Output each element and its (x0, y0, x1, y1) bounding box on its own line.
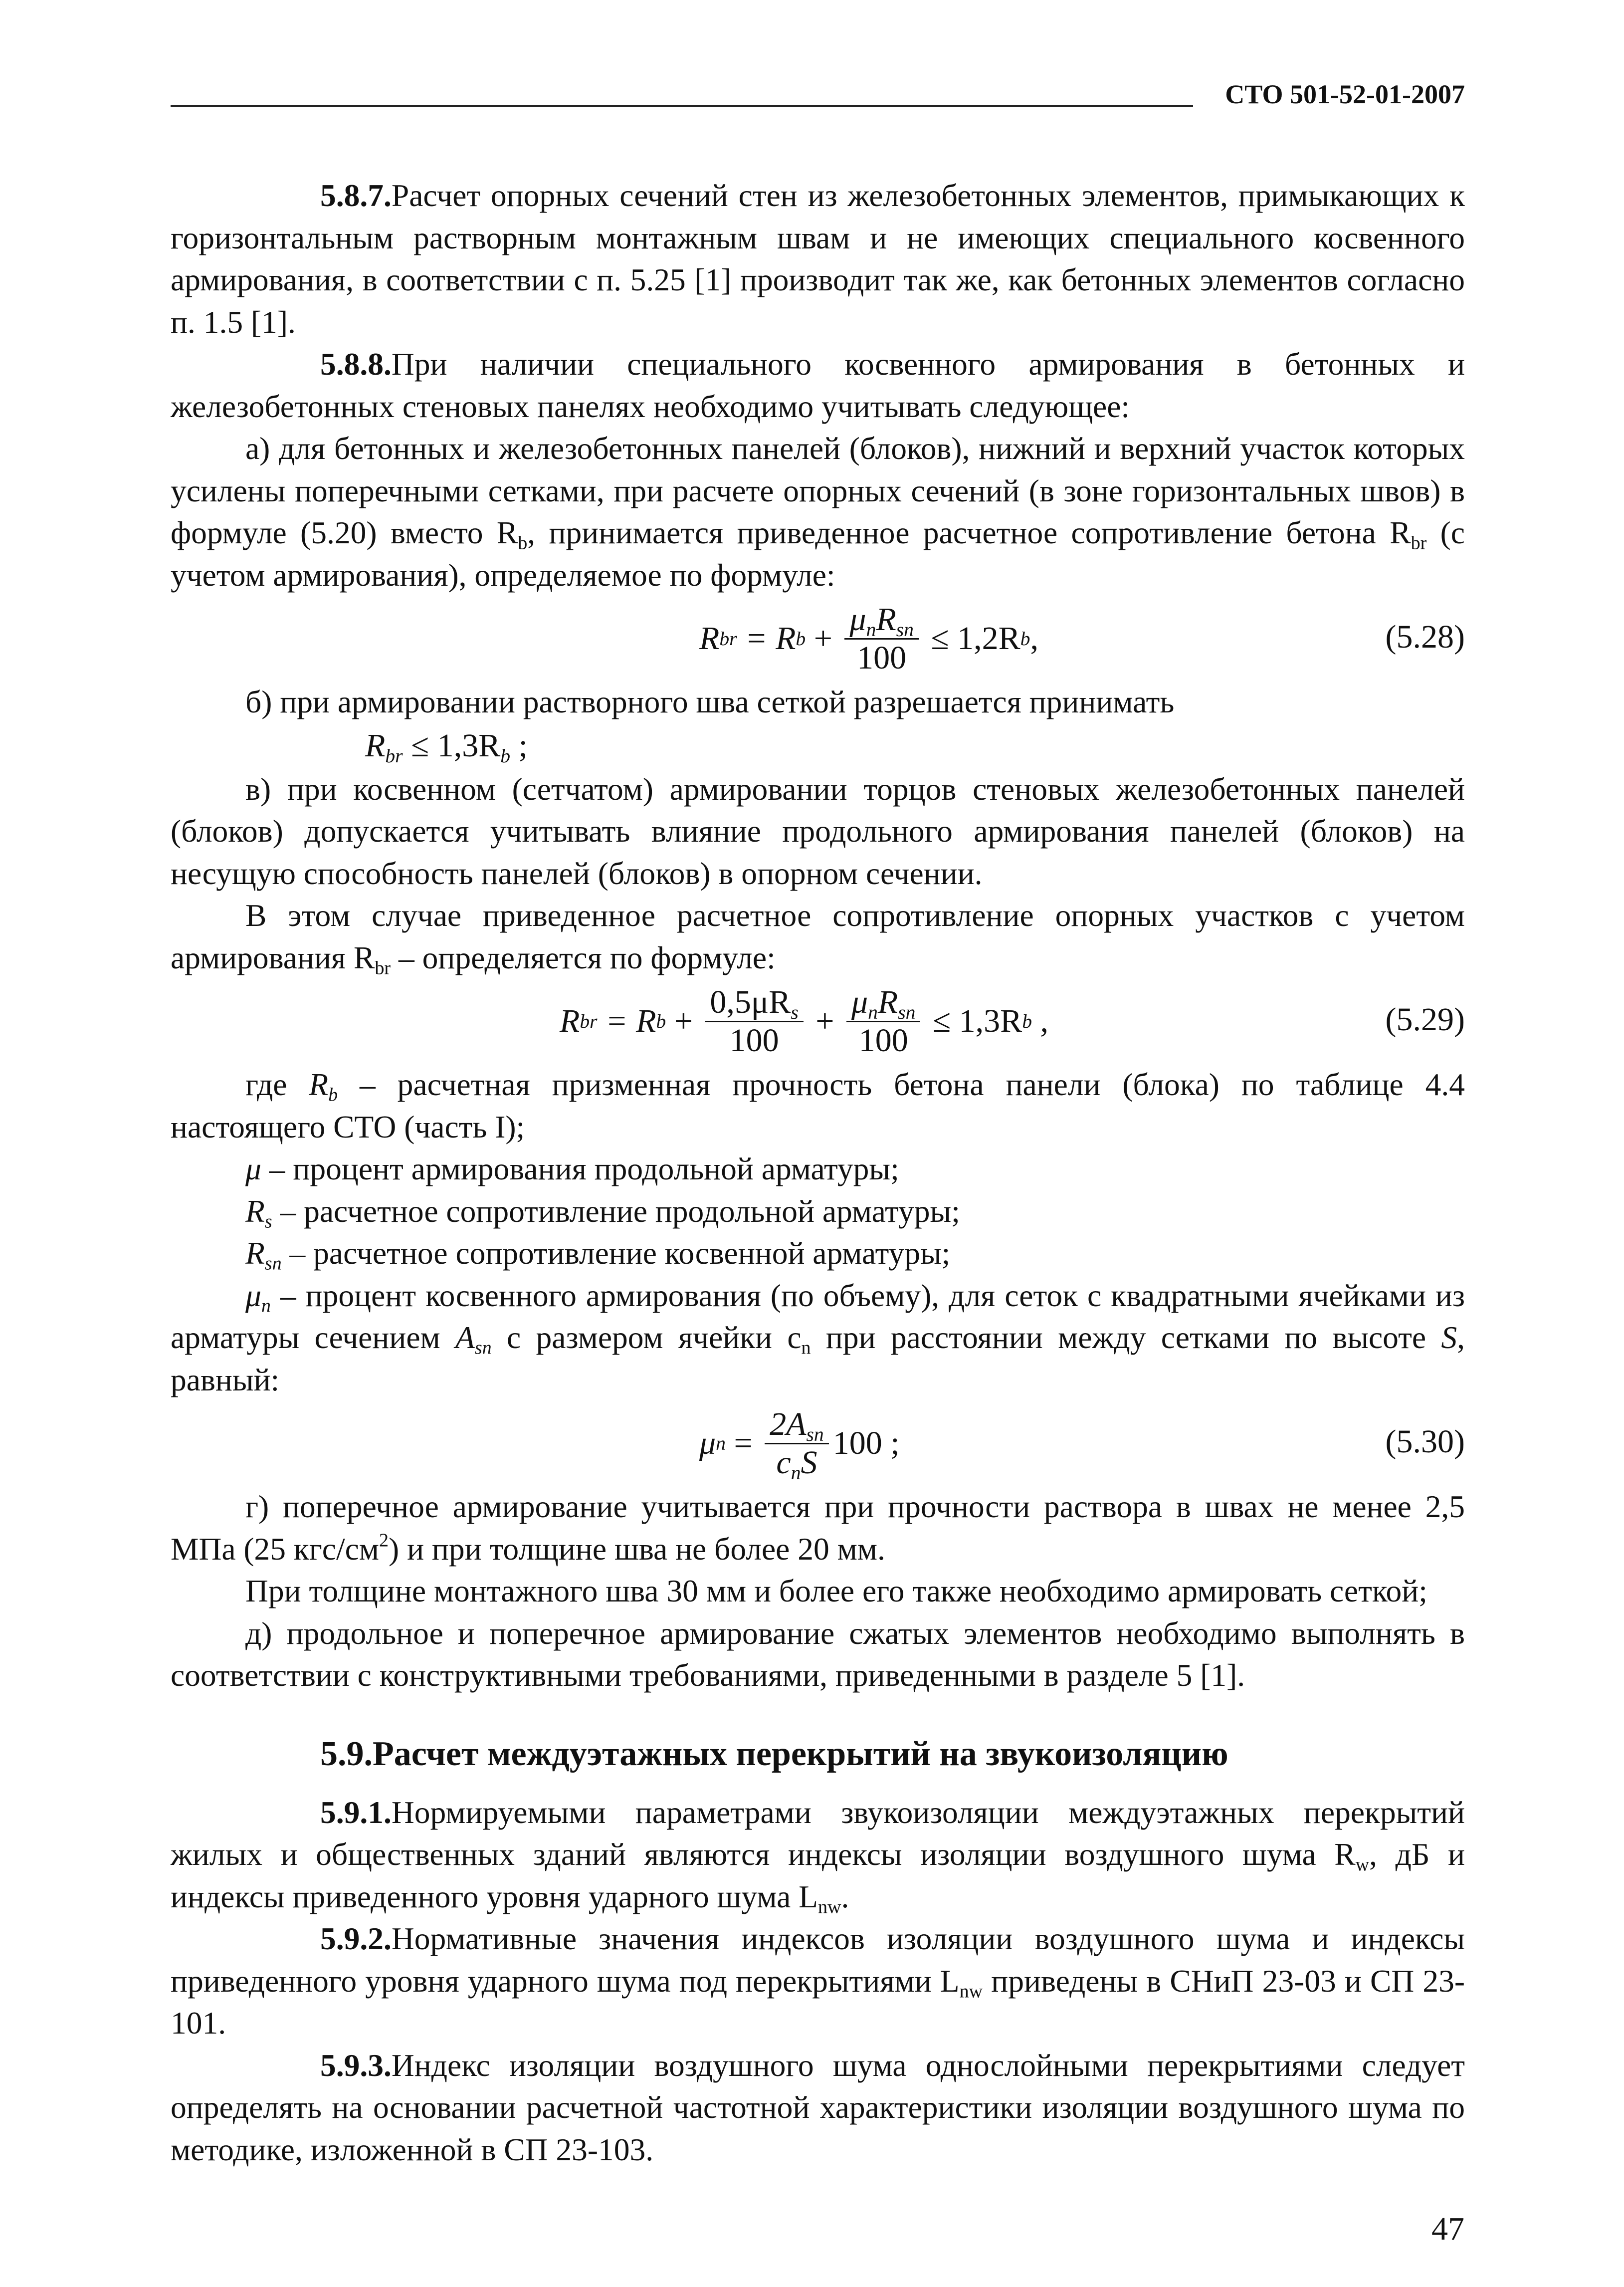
item-v: в) при косвенном (сетчатом) армировании торцов стеновых железобетонных панелей (блоков) допускается учитывать влияние продольного армирования панелей (блоков) на несущую способность панелей (блоков) в опорном сечении. (171, 771, 1465, 891)
where-rsn: $R_{sn}$ – расчетное сопротивление косвенной арматуры; (245, 1235, 951, 1274)
item-g: г) поперечное армирование учитывается при прочности раствора в швах не менее 2,5 МПа (25 кгс/$см^2$) и при толщине шва не более 20 мм. (171, 1489, 1465, 1567)
item-b: б) при армировании растворного шва сеткой разрешается принимать (245, 684, 1175, 719)
fraction: $\frac{2A_{sn}}{c_nS}$ (765, 1406, 829, 1481)
equation-number: (5.28) (1385, 619, 1465, 655)
formula-5-28: R br = R b + $\frac{\mu_nR_{sn}}{100}$ ≤ 1,2R b , (5.28) (699, 601, 1465, 676)
paragraph-thickness: При толщине монтажного шва 30 мм и более его также необходимо армировать сеткой; (245, 1573, 1427, 1608)
clause-number: 5.9.2. (320, 1921, 392, 1956)
fraction: $\frac{\mu_nR_{sn}}{100}$ (844, 601, 918, 677)
fraction: $\frac{\mu_nR_{sn}}{100}$ (846, 984, 920, 1059)
paragraph-5-9-2: 5.9.2.Нормативные значения индексов изоляции воздушного шума и индексы приведенного уровня ударного шума под перекрытиями $L_{nw}$ приведены в СНиП 23-03 и СП 23-101. (171, 1918, 1465, 2045)
document-code: СТО 501-52-01-2007 (1225, 79, 1465, 109)
where-mu: μ – процент армирования продольной арматуры; (245, 1151, 899, 1186)
fraction: $\frac{0,5\mu R_s}{100}$ (705, 984, 803, 1059)
running-header (171, 74, 1465, 114)
paragraph-5-9-1: 5.9.1.Нормируемыми параметрами звукоизоляции междуэтажных перекрытий жилых и общественных зданий являются индексы изоляции воздушного шума $R_w$, дБ и индексы приведенного уровня ударного шума $L_{nw}$. (171, 1792, 1465, 1918)
clause-number: 5.8.8. (320, 346, 392, 382)
page-number: 47 (1431, 2211, 1464, 2247)
item-d: д) продольное и поперечное армирование сжатых элементов необходимо выполнять в соответствии с конструктивными требованиями, приведенными в разделе 5 [1]. (171, 1615, 1465, 1693)
where-mun: $\mu_n$ – процент косвенного армирования (по объему), для сеток с квадратными ячейками из арматуры сечением $A_{sn}$ с размером ячейки $c_n$ при расстоянии между сетками по высоте S, равный: (171, 1277, 1465, 1397)
equation-number: (5.29) (1385, 1001, 1465, 1038)
paragraph-5-8-7 (171, 175, 1465, 343)
item-a: а) для бетонных и железобетонных панелей (блоков), нижний и верхний участок которых усилены поперечными сетками, при расчете опорных сечений (в зоне горизонтальных швов) в формуле (5.20) вместо $R_b$, принимается приведенное расчетное сопротивление бетона $R_{br}$ (с учетом армирования), определяемое по формуле: (171, 431, 1465, 593)
formula-5-30: μ n = $\frac{2A_{sn}}{c_nS}$ 100 ; (5.30) (699, 1405, 1465, 1484)
formula-5-29: R br = R b + $\frac{0,5\mu R_s}{100}$ + $\frac{\mu_nR_{sn}}{100}$ ≤ 1,3R b , (5.29) (560, 983, 1465, 1059)
paragraph-5-9-3: 5.9.3.Индекс изоляции воздушного шума однослойными перекрытиями следует определять на основании расчетной частотной характеристики изоляции воздушного шума по методике, изложенной в СП 23-103. (171, 2045, 1465, 2171)
paragraph-text: Расчет опорных сечений стен из железобетонных элементов, примыкающих к горизонтальным растворным монтажным швам и не имеющих специального косвенного армирования, в соответствии с п. 5.25 [1] производит так же, как бетонных элементов согласно п. 1.5 [1]. (171, 178, 1465, 340)
paragraph-text: При наличии специального косвенного армирования в бетонных и железобетонных стеновых панелях необходимо учитывать следующее: (171, 346, 1465, 424)
where-rb: где $R_b$ – расчетная призменная прочность бетона панели (блока) по таблице 4.4 настоящего СТО (часть I); (171, 1067, 1465, 1144)
clause-number: 5.9.3. (320, 2047, 392, 2083)
paragraph-5-8-8 (171, 343, 1465, 428)
section-title: Расчет междуэтажных перекрытий на звукоизоляцию (373, 1734, 1228, 1773)
body-text (171, 175, 1465, 2171)
header-rule (171, 105, 1193, 107)
equation-number: (5.30) (1385, 1423, 1465, 1460)
paragraph-case: В этом случае приведенное расчетное сопротивление опорных участков с учетом армирования $R_{br}$ – определяется по формуле: (171, 898, 1465, 978)
where-rs: $R_s$ – расчетное сопротивление продольной арматуры; (245, 1193, 960, 1232)
section-number: 5.9. (320, 1734, 373, 1773)
clause-number: 5.9.1. (320, 1794, 392, 1830)
section-heading-5-9 (171, 1732, 1465, 1777)
formula-rbr-limit: $R_{br} \le 1,3R_b$ ; (365, 727, 528, 767)
clause-number: 5.8.7. (320, 178, 392, 213)
